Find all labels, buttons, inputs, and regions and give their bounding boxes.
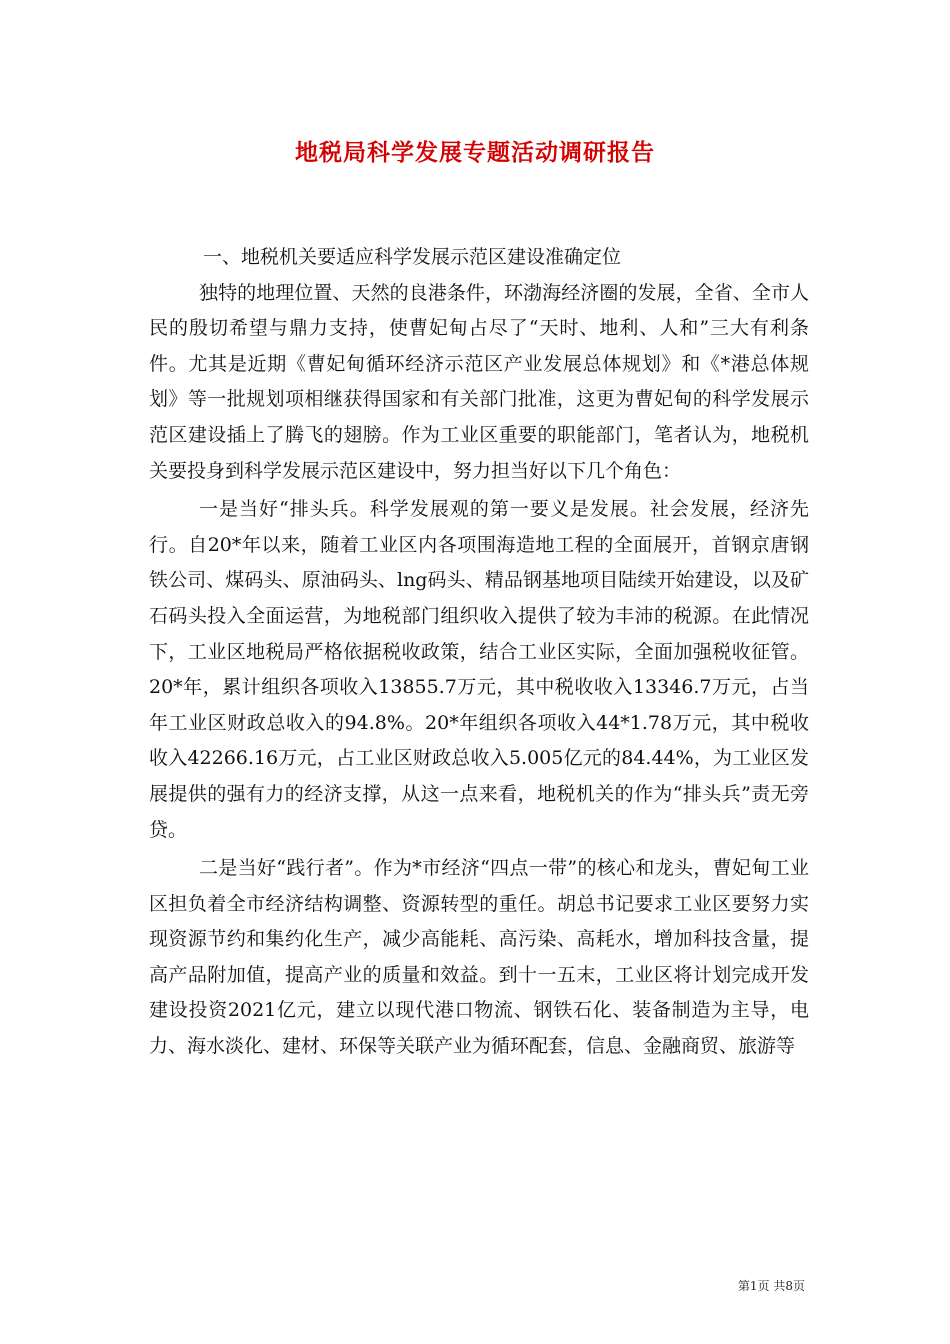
section-heading: 一、地税机关要适应科学发展示范区建设准确定位 (203, 246, 622, 268)
paragraph-2: 一是当好“排头兵。科学发展观的第一要义是发展。社会发展，经济先行。自20*年以来，随着工业区内各项围海造地工程的全面展开，首钢京唐钢铁公司、煤码头、原油码头、lng码头、精品钢基地项目陆续开始建设，以及矿石码头投入全面运营，为地税部门组织收入提供了较为丰沛的税源。在此情况下，工业区地税局严格依据税收政策，结合工业区实际，全面加强税收征管。20*年，累计组织各项收入13855.7万元，其中税收收入13346.7万元，占当年工业区财政总收入的94.8%。20*年组织各项收入44*1.78万元，其中税收收入42266.16万元，占工业区财政总收入5.005亿元的84.44%，为工业区发展提供的强有力的经济支撑，从这一点来看，地税机关的作为“排头兵”责无旁贷。 (149, 498, 809, 841)
document-title: 地税局科学发展专题活动调研报告 (295, 139, 655, 166)
page-number: 第1页 共8页 (737, 1279, 805, 1293)
paragraph-3: 二是当好“践行者”。作为*市经济“四点一带”的核心和龙头，曹妃甸工业区担负着全市经济结构调整、资源转型的重任。胡总书记要求工业区要努力实现资源节约和集约化生产，减少高能耗、高污染、高耗水，增加科技含量，提高产品附加值，提高产业的质量和效益。到十一五末，工业区将计划完成开发建设投资2021亿元，建立以现代港口物流、钢铁石化、装备制造为主导，电力、海水淡化、建材、环保等关联产业为循环配套，信息、金融商贸、旅游等 (149, 857, 809, 1058)
paragraph-1: 独特的地理位置、天然的良港条件，环渤海经济圈的发展，全省、全市人民的殷切希望与鼎力支持，使曹妃甸占尽了“天时、地利、人和”三大有利条件。尤其是近期《曹妃甸循环经济示范区产业发展总体规划》和《*港总体规划》等一批规划项相继获得国家和有关部门批准，这更为曹妃甸的科学发展示范区建设插上了腾飞的翅膀。作为工业区重要的职能部门，笔者认为，地税机关要投身到科学发展示范区建设中，努力担当好以下几个角色： (149, 281, 809, 482)
document-body (149, 240, 809, 1065)
